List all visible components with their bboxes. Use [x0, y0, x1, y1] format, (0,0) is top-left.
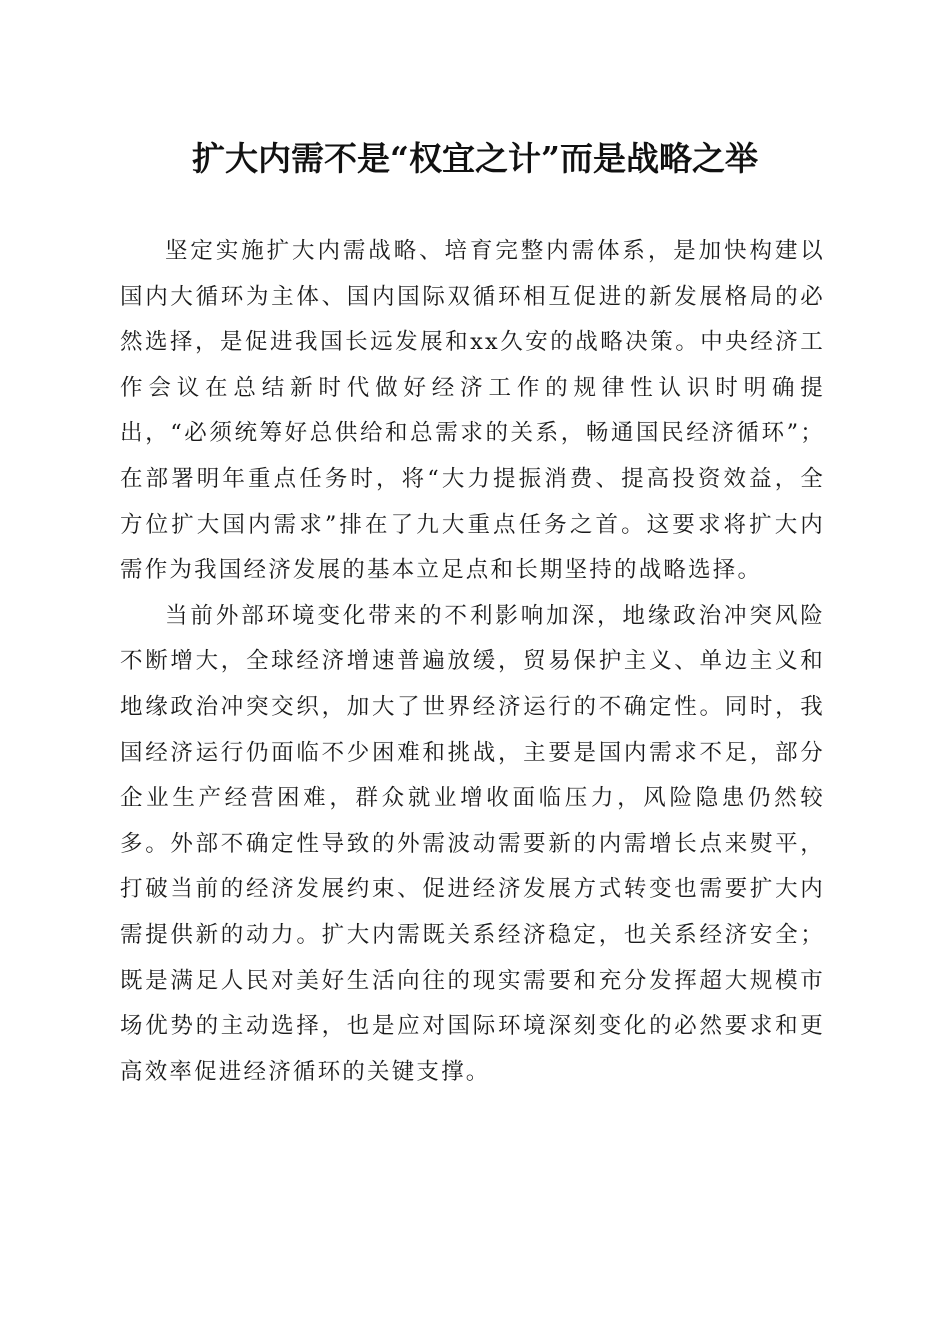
- body-paragraph-1: 坚定实施扩大内需战略、培育完整内需体系，是加快构建以国内大循环为主体、国内国际双循环相互促进的新发展格局的必然选择，是促进我国长远发展和xx久安的战略决策。中央经济工作会议在总结新时代做好经济工作的规律性认识时明确提出，“必须统筹好总供给和总需求的关系，畅通国民经济循环”；在部署明年重点任务时，将“大力提振消费、提高投资效益，全方位扩大国内需求”排在了九大重点任务之首。这要求将扩大内需作为我国经济发展的基本立足点和长期坚持的战略选择。: [120, 238, 825, 584]
- document-body: [120, 229, 825, 1095]
- body-paragraph-2: 当前外部环境变化带来的不利影响加深，地缘政治冲突风险不断增大，全球经济增速普遍放缓，贸易保护主义、单边主义和地缘政治冲突交织，加大了世界经济运行的不确定性。同时，我国经济运行仍面临不少困难和挑战，主要是国内需求不足，部分企业生产经营困难，群众就业增收面临压力，风险隐患仍然较多。外部不确定性导致的外需波动需要新的内需增长点来熨平，打破当前的经济发展约束、促进经济发展方式转变也需要扩大内需提供新的动力。扩大内需既关系经济稳定，也关系经济安全；既是满足人民对美好生活向往的现实需要和充分发挥超大规模市场优势的主动选择，也是应对国际环境深刻变化的必然要求和更高效率促进经济循环的关键支撑。: [120, 602, 825, 1085]
- document-title: 扩大内需不是“权宜之计”而是战略之举: [192, 139, 758, 178]
